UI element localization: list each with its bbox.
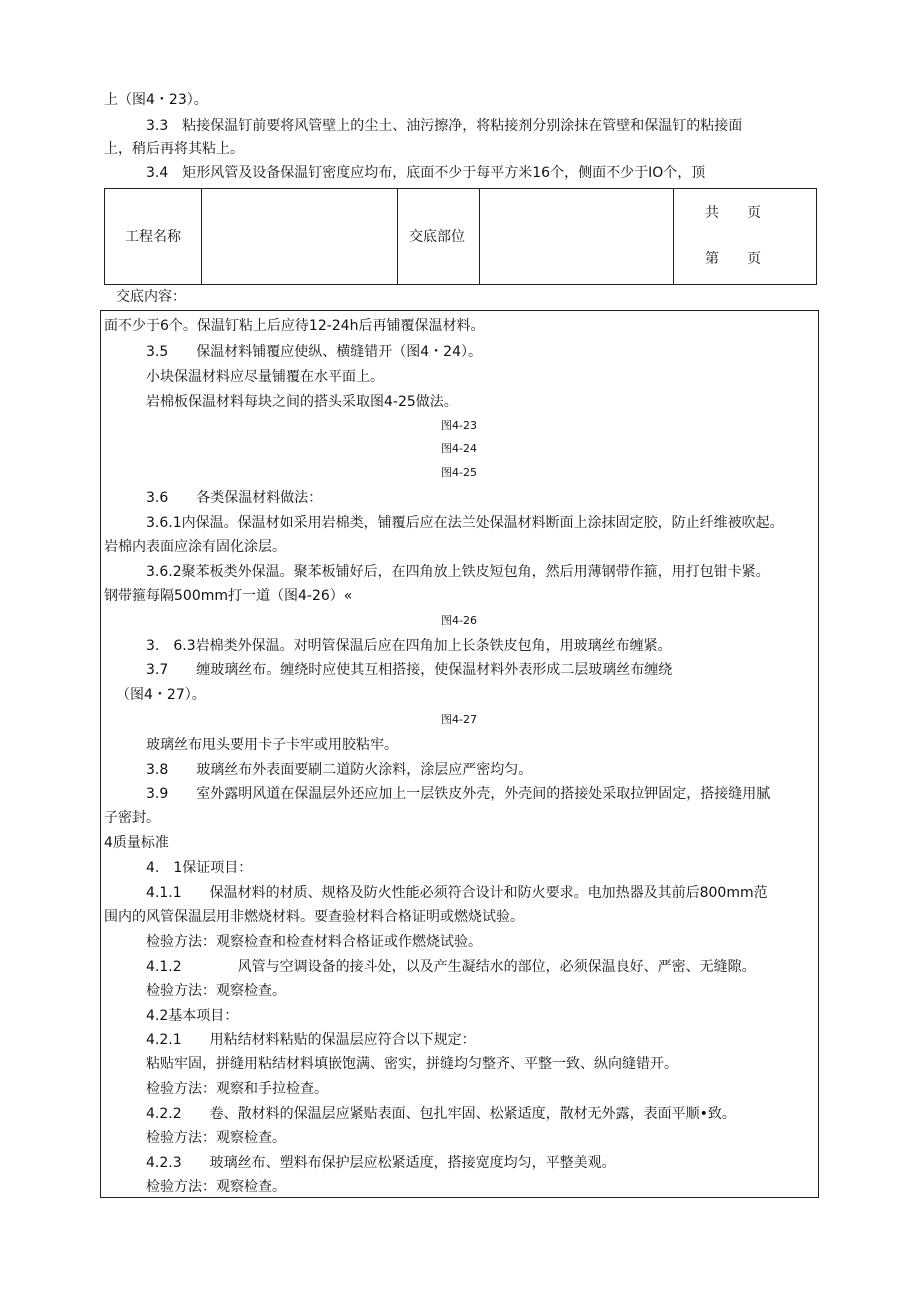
location-label: 交底部位 [409, 229, 465, 245]
figure-caption: 图4-27 [441, 713, 477, 726]
intro-line-3: 上，稍后再将其粘上。 [104, 141, 244, 157]
total-pages-label: 共 页 [705, 205, 761, 221]
content-line: 检验方法：观察检查。 [146, 1130, 286, 1146]
content-line: 粘贴牢固，拼缝用粘结材料填嵌饱满、密实，拼缝均匀整齐、平整一致、纵向缝错开。 [146, 1056, 678, 1072]
content-line: 检验方法：观察检查。 [146, 1179, 286, 1195]
content-line: 3.7 缠玻璃丝布。缠绕时应使其互相搭接，使保温材料外表形成二层玻璃丝布缠绕 [146, 662, 673, 678]
header-table [104, 188, 817, 285]
content-line: 3.6.1内保温。保温材如采用岩棉类，铺覆后应在法兰处保温材料断面上涂抹固定胶，防止纤维被吹起。 [146, 515, 784, 531]
intro-line-2: 3.3 粘接保温钉前要将风管壁上的尘土、油污擦净，将粘接剂分别涂抹在管壁和保温钉的粘接面 [146, 118, 743, 134]
content-line: 检验方法：观察检查和检查材料合格证或作燃烧试验。 [146, 934, 482, 950]
page-number-label: 第 页 [705, 251, 761, 267]
content-line: 4.2基本项目： [146, 1008, 239, 1024]
figure-caption: 图4-24 [441, 442, 477, 455]
figure-caption: 图4-25 [441, 466, 477, 479]
content-line: （图4・27）。 [116, 687, 206, 703]
content-line: 4.2.1 用粘结材料粘贴的保温层应符合以下规定： [146, 1032, 476, 1048]
content-label: 交底内容： [116, 289, 186, 305]
content-line: 3.5 保温材料铺覆应使纵、横缝错开（图4・24）。 [146, 344, 482, 360]
intro-line-1: 上（图4・23）。 [104, 92, 208, 108]
content-line: 检验方法：观察检查。 [146, 983, 286, 999]
content-line: 玻璃丝布甩头要用卡子卡牢或用胶粘牢。 [146, 737, 398, 753]
content-line: 检验方法：观察和手拉检查。 [146, 1081, 328, 1097]
content-line: 子密封。 [104, 810, 160, 826]
content-line: 面不少于6个。保温钉粘上后应待12-24h后再铺覆保温材料。 [104, 318, 485, 334]
content-line: 岩棉板保温材料每块之间的搭头采取图4-25做法。 [146, 394, 458, 410]
section-heading: 4质量标准 [104, 835, 169, 851]
content-line: 3.6 各类保温材料做法： [146, 490, 323, 506]
content-line: 4.2.2 卷、散材料的保温层应紧贴表面、包扎牢固、松紧适度，散材无外露，表面平顺•致。 [146, 1106, 736, 1122]
content-line: 钢带箍每隔500mm打一道（图4-26）« [104, 588, 353, 604]
content-line: 4. 1保证项目： [146, 860, 253, 876]
intro-line-4: 3.4 矩形风管及设备保温钉密度应均布，底面不少于每平方米16个，侧面不少于IO个，顶 [146, 165, 706, 181]
figure-caption: 图4-23 [441, 419, 477, 432]
content-line: 小块保温材料应尽量铺覆在水平面上。 [146, 369, 384, 385]
project-name-label: 工程名称 [125, 229, 181, 245]
content-line: 4.1.1 保温材料的材质、规格及防火性能必须符合设计和防火要求。电加热器及其前后800mm范 [146, 885, 768, 901]
content-line: 3. 6.3岩棉类外保温。对明管保温后应在四角加上长条铁皮包角，用玻璃丝布缠紧。 [146, 638, 672, 654]
content-line: 3.6.2聚苯板类外保温。聚苯板铺好后，在四角放上铁皮短包角，然后用薄钢带作箍，用打包钳卡紧。 [146, 564, 770, 580]
content-line: 岩棉内表面应涂有固化涂层。 [104, 539, 286, 555]
content-line: 围内的风管保温层用非燃烧材料。要查验材料合格证明或燃烧试验。 [104, 909, 524, 925]
content-line: 3.9 室外露明风道在保温层外还应加上一层铁皮外壳，外壳间的搭接处采取拉钾固定，搭接缝用腻 [146, 786, 771, 802]
content-line: 3.8 玻璃丝布外表面要刷二道防火涂料，涂层应严密均匀。 [146, 762, 533, 778]
content-line: 4.1.2 风管与空调设备的接斗处，以及产生凝结水的部位，必须保温良好、严密、无缝隙。 [146, 959, 756, 975]
content-line: 4.2.3 玻璃丝布、塑料布保护层应松紧适度，搭接宽度均匀，平整美观。 [146, 1155, 616, 1171]
figure-caption: 图4-26 [441, 614, 477, 627]
